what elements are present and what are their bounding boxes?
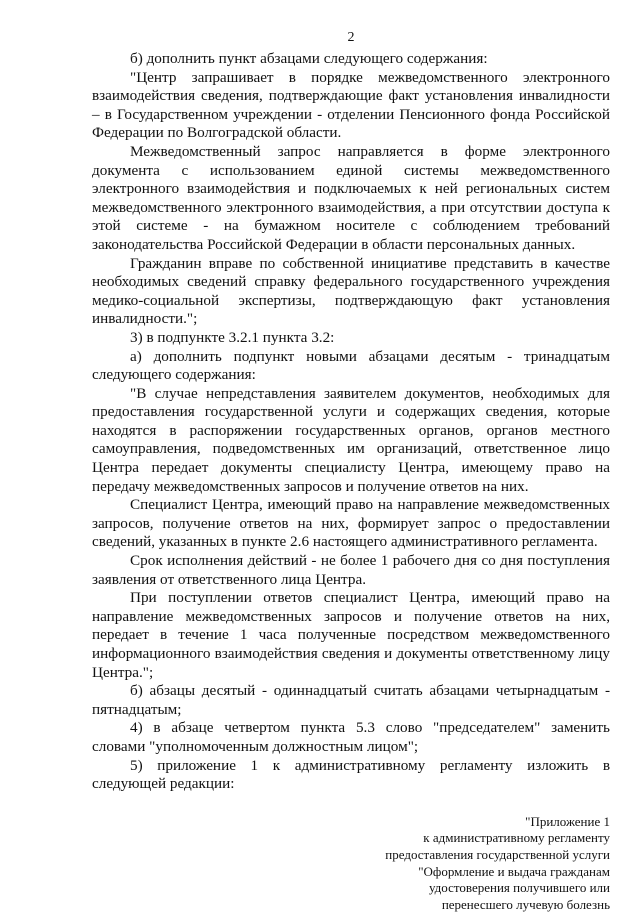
paragraph: 5) приложение 1 к административному регламенту изложить в следующей редакции: <box>92 756 610 793</box>
paragraph: Специалист Центра, имеющий право на направление межведомственных запросов, получение ответов на них, формирует запрос о предоставлении сведений, указанных в пункте 2.6 настоящего административного регламента. <box>92 496 610 551</box>
appendix-line: перенесшего лучевую болезнь <box>441 896 610 912</box>
appendix-line: "Оформление и выдача гражданам <box>418 863 610 879</box>
paragraph: 3) в подпункте 3.2.1 пункта 3.2: <box>130 328 335 346</box>
appendix-line: "Приложение 1 <box>525 813 610 829</box>
appendix-header <box>92 814 610 913</box>
paragraph: б) абзацы десятый - одиннадцатый считать абзацами четырнадцатым - пятнадцатым; <box>92 682 610 718</box>
appendix-line: удостоверения получившего или <box>429 880 610 896</box>
paragraph: "Центр запрашивает в порядке межведомственного электронного взаимодействия сведения, подтверждающие факт установления инвалидности – в Государственном учреждении - отделении Пенсионного фонда Российской Федерации по Волгоградской области. <box>92 68 610 142</box>
paragraph: Межведомственный запрос направляется в форме электронного документа с использованием единой системы межведомственного электронного взаимодействия и подключаемых к ней региональных систем межведомственного электронного взаимодействия, а при отсутствии доступа к этой системе - на бумажном носителе с соблюдением требований законодательства Российской Федерации в области персональных данных. <box>92 142 610 253</box>
document-body <box>92 50 610 794</box>
paragraph: а) дополнить подпункт новыми абзацами десятым - тринадцатым следующего содержания: <box>92 347 610 384</box>
appendix-line: предоставления государственной услуги <box>385 846 610 862</box>
appendix-line: к административному регламенту <box>423 830 610 846</box>
paragraph: б) дополнить пункт абзацами следующего содержания: <box>130 50 488 67</box>
paragraph: "В случае непредставления заявителем документов, необходимых для предоставления государственной услуги и содержащих сведения, которые находятся в распоряжении государственных органов, органов местного самоуправления, подведомственных им организаций, ответственное лицо Центра передает документы специалисту Центра, имеющему право на передачу межведомственных запросов и получение ответов на них. <box>92 384 610 495</box>
paragraph: При поступлении ответов специалист Центра, имеющий право на направление межведомственных запросов и получение ответов на них, передает в течение 1 часа полученные посредством межведомственного информационного взаимодействия сведения и документы ответственному лицу Центра."; <box>92 589 610 681</box>
paragraph: Срок исполнения действий - не более 1 рабочего дня со дня поступления заявления от ответственного лица Центра. <box>92 552 610 588</box>
paragraph: 4) в абзаце четвертом пункта 5.3 слово "председателем" заменить словами "уполномоченным должностным лицом"; <box>92 719 610 755</box>
page-number: 2 <box>347 30 355 45</box>
paragraph: Гражданин вправе по собственной инициативе представить в качестве необходимых сведений справку федерального государственного учреждения медико-социальной экспертизы, подтверждающую факт установления инвалидности."; <box>92 254 610 328</box>
